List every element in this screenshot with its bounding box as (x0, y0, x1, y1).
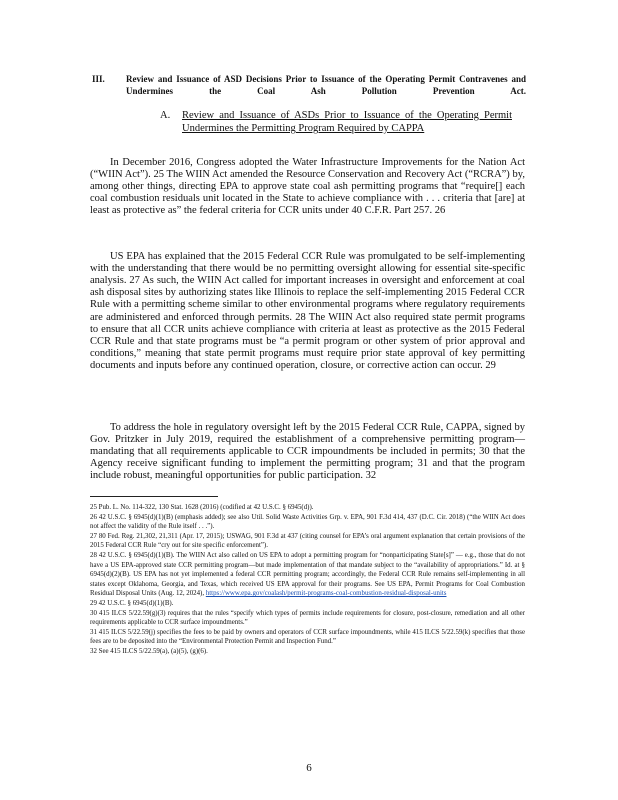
epa-permit-programs-link[interactable]: https://www.epa.gov/coalash/permit-programs-coal-combustion-residual-disposal-units (205, 590, 447, 598)
page-number: 6 (306, 762, 312, 774)
footnote-29: 29 42 U.S.C. § 6945(d)(1)(B). (90, 599, 174, 607)
footnote-27: 27 80 Fed. Reg. 21,302, 21,311 (Apr. 17, 2015); USWAG, 901 F.3d at 437 (citing counsel for EPA’s oral argument explanation that certain provisions of the 2015 Federal CCR Rule “cry out for site specific enforcement”). (90, 532, 525, 550)
subsection-title: Review and Issuance of ASDs Prior to Issuance of the Operating Permit Undermines the Permitting Program Required by CAPPA (182, 110, 512, 134)
footnotes (90, 503, 525, 657)
footnote-28 (90, 551, 525, 599)
subsection-letter: A. (160, 110, 171, 121)
footnote-30: 30 415 ILCS 5/22.59(g)(3) requires that the rules “specify which types of permits include requirements for closure, post-closure, remediation and all other requirements applicable to CCR surface impoundments.” (90, 609, 525, 627)
body-paragraph-2: US EPA has explained that the 2015 Federal CCR Rule was promulgated to be self-implementing with the understanding that there would be no permitting oversight allowing for essential site-specific analysis. 27 As such, the WIIN Act called for important increases in oversight and enforcement at coal ash disposal sites by authorizing states like Illinois to replace the self-implementing 2015 Federal CCR Rule with a permitting scheme similar to other environmental programs where regulatory requirements are administered and enforced through permits. 28 The WIIN Act also required state permit programs to ensure that all CCR units achieve compliance with criteria at least as protective as the 2015 Federal CCR Rule and that state programs must be “a permit program or other system of prior approval and conditions,” meaning that state permit programs must require prior state approval of key permitting documents and inputs before any continued operation, closure, or corrective action can occur. 29 (90, 250, 525, 372)
body-paragraph-1: In December 2016, Congress adopted the Water Infrastructure Improvements for the Nation Act (“WIIN Act”). 25 The WIIN Act amended the Resource Conservation and Recovery Act (“RCRA”) by, among other things, directing EPA to approve state coal ash permitting programs that “require[] each coal combustion residuals unit located in the State to achieve compliance with . . . criteria that [are] at least as protective as” the federal criteria for CCR units under 40 C.F.R. Part 257. 26 (90, 156, 525, 217)
footnote-28-text: 28 42 U.S.C. § 6945(d)(1)(B). The WIIN Act also called on US EPA to adopt a permitting program for “nonparticipating State[s]” — e.g., those that do not have a US EPA-approved state CCR permitting program—but made implementation of that mandate subject to the “availability of appropriations.” Id. at § 6945(d)(2)(B). US EPA has not yet implemented a federal CCR permitting program; accordingly, the Federal CCR Rule remains self-implementing in all states except Oklahoma, Georgia, and Texas, which received US EPA approval for their programs. See US EPA, Permit Programs for Coal Combustion Residual Disposal Units (Aug. 12, 2024), (90, 551, 525, 598)
body-paragraph-3: To address the hole in regulatory oversight left by the 2015 Federal CCR Rule, CAPPA, signed by Gov. Pritzker in July 2019, required the establishment of a comprehensive permitting program—mandating that all requirements applicable to CCR impoundments be included in permits; 30 that the Agency receive significant funding to implement the permitting program; 31 and that the program include robust, meaningful opportunities for public participation. 32 (90, 421, 525, 482)
footnote-25: 25 Pub. L. No. 114-322, 130 Stat. 1628 (2016) (codified at 42 U.S.C. § 6945(d)). (90, 504, 314, 511)
footnote-26: 26 42 U.S.C. § 6945(d)(1)(B) (emphasis added); see also Util. Solid Waste Activities Grp. v. EPA, 901 F.3d 414, 437 (D.C. Cir. 2018) (“the WIIN Act does not affect the validity of the Rule itself . . .”). (90, 513, 525, 531)
footnote-32: 32 See 415 ILCS 5/22.59(a), (a)(5), (g)(6). (90, 647, 208, 655)
section-number: III. (92, 74, 105, 84)
section-title: Review and Issuance of ASD Decisions Prior to Issuance of the Operating Permit Contravenes and Undermines the Coal Ash Pollution Prevention Act. (126, 74, 526, 96)
footnote-31: 31 415 ILCS 5/22.59(j) specifies the fees to be paid by owners and operators of CCR surface impoundments, while 415 ILCS 5/22.59(k) specifies that those fees are to be deposited into the “Environmental Protection Permit and Inspection Fund.” (90, 628, 525, 646)
footnote-separator (90, 496, 218, 497)
